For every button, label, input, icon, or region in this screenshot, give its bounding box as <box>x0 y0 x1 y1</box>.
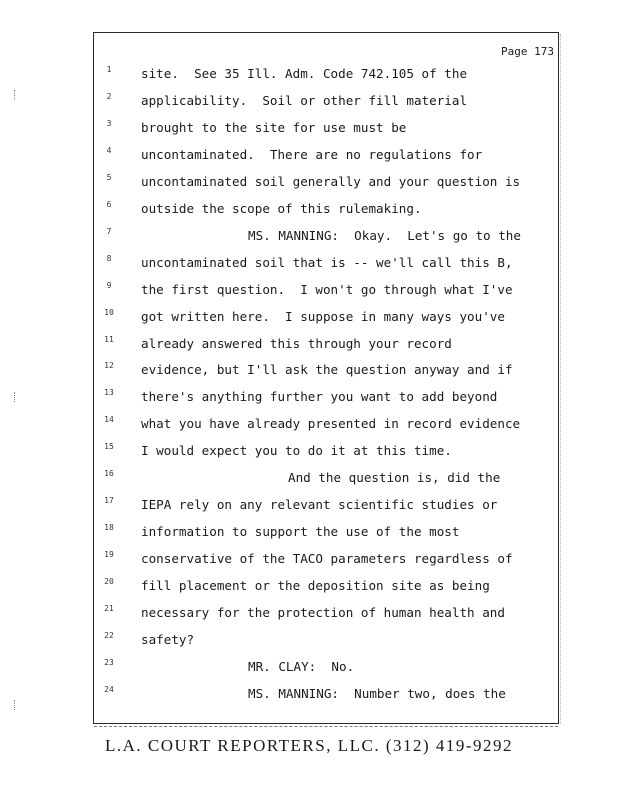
transcript-line <box>94 579 558 599</box>
line-text: And the question is, did the <box>288 470 501 486</box>
line-number: 6 <box>106 199 112 209</box>
transcript-line <box>94 417 558 437</box>
transcript-line <box>94 390 558 410</box>
line-text: what you have already presented in record evidence <box>141 416 521 432</box>
transcript-line <box>94 363 558 383</box>
transcript-line <box>94 334 558 357</box>
line-number: 10 <box>104 307 114 317</box>
binding-hole-mark <box>14 90 18 100</box>
transcript-page-frame <box>93 32 559 724</box>
footer-reporter-info: L.A. COURT REPORTERS, LLC. (312) 419-9292 <box>104 736 514 755</box>
line-number: 4 <box>106 145 112 155</box>
right-margin-rule <box>560 34 561 724</box>
line-text: applicability. Soil or other fill material <box>141 92 468 108</box>
transcript-line <box>94 525 558 545</box>
binding-hole-mark <box>14 700 18 710</box>
line-text: I would expect you to do it at this time. <box>141 443 452 459</box>
line-number: 18 <box>104 523 114 533</box>
line-text: safety? <box>141 631 195 647</box>
line-text: got written here. I suppose in many ways you've <box>141 308 505 324</box>
transcript-line <box>94 67 558 87</box>
transcript-line <box>94 226 558 249</box>
line-text: site. See 35 Ill. Adm. Code 742.105 of the <box>141 66 468 81</box>
line-number: 8 <box>106 253 112 263</box>
transcript-line <box>94 307 558 330</box>
line-number: 22 <box>104 630 114 640</box>
transcript-line <box>94 498 558 518</box>
line-text: MR. CLAY: No. <box>248 658 355 674</box>
binding-hole-mark <box>14 392 18 402</box>
line-number: 2 <box>106 91 112 101</box>
line-number: 16 <box>104 469 114 479</box>
transcript-line <box>94 118 558 141</box>
transcript-line <box>94 444 558 464</box>
transcript-line <box>94 471 558 491</box>
line-number: 3 <box>106 118 112 128</box>
line-number: 20 <box>104 577 114 587</box>
page-number: Page 173 <box>501 45 554 58</box>
transcript-line <box>94 606 558 626</box>
transcript-line <box>94 172 558 195</box>
line-text: conservative of the TACO parameters regardless of <box>141 551 513 567</box>
line-number: 24 <box>104 684 114 694</box>
transcript-line <box>94 145 558 168</box>
line-text: already answered this through your record <box>141 335 452 351</box>
line-text: uncontaminated soil generally and your question is <box>141 173 521 189</box>
transcript-line <box>94 199 558 222</box>
line-number: 1 <box>106 65 112 74</box>
line-text: information to support the use of the most <box>141 524 460 540</box>
transcript-line <box>94 684 558 707</box>
line-number: 23 <box>104 657 114 667</box>
line-number: 15 <box>104 442 114 452</box>
transcript-line <box>94 280 558 303</box>
line-number: 9 <box>106 280 112 290</box>
line-text: MS. MANNING: Okay. Let's go to the <box>248 227 521 243</box>
transcript-line <box>94 91 558 114</box>
line-text: outside the scope of this rulemaking. <box>141 200 422 216</box>
line-number: 19 <box>104 550 114 560</box>
line-text: IEPA rely on any relevant scientific studies or <box>141 497 498 513</box>
line-text: MS. MANNING: Number two, does the <box>248 685 506 701</box>
line-text: the first question. I won't go through what I've <box>141 281 513 297</box>
line-number: 5 <box>106 172 112 182</box>
transcript-line <box>94 253 558 276</box>
line-number: 12 <box>104 361 114 371</box>
line-text: there's anything further you want to add beyond <box>141 389 498 405</box>
line-text: fill placement or the deposition site as being <box>141 578 490 594</box>
transcript-line <box>94 657 558 680</box>
line-number: 21 <box>104 604 114 613</box>
line-number: 11 <box>104 334 114 344</box>
line-text: evidence, but I'll ask the question anyway and if <box>141 362 513 378</box>
line-text: necessary for the protection of human health and <box>141 605 505 620</box>
line-text: brought to the site for use must be <box>141 119 407 135</box>
transcript-line <box>94 552 558 572</box>
line-number: 14 <box>104 415 114 425</box>
line-number: 17 <box>104 496 114 506</box>
line-number: 13 <box>104 388 114 398</box>
line-text: uncontaminated. There are no regulations for <box>141 146 483 162</box>
line-text: uncontaminated soil that is -- we'll call this B, <box>141 254 513 270</box>
line-number: 7 <box>106 226 112 236</box>
transcript-line <box>94 630 558 653</box>
